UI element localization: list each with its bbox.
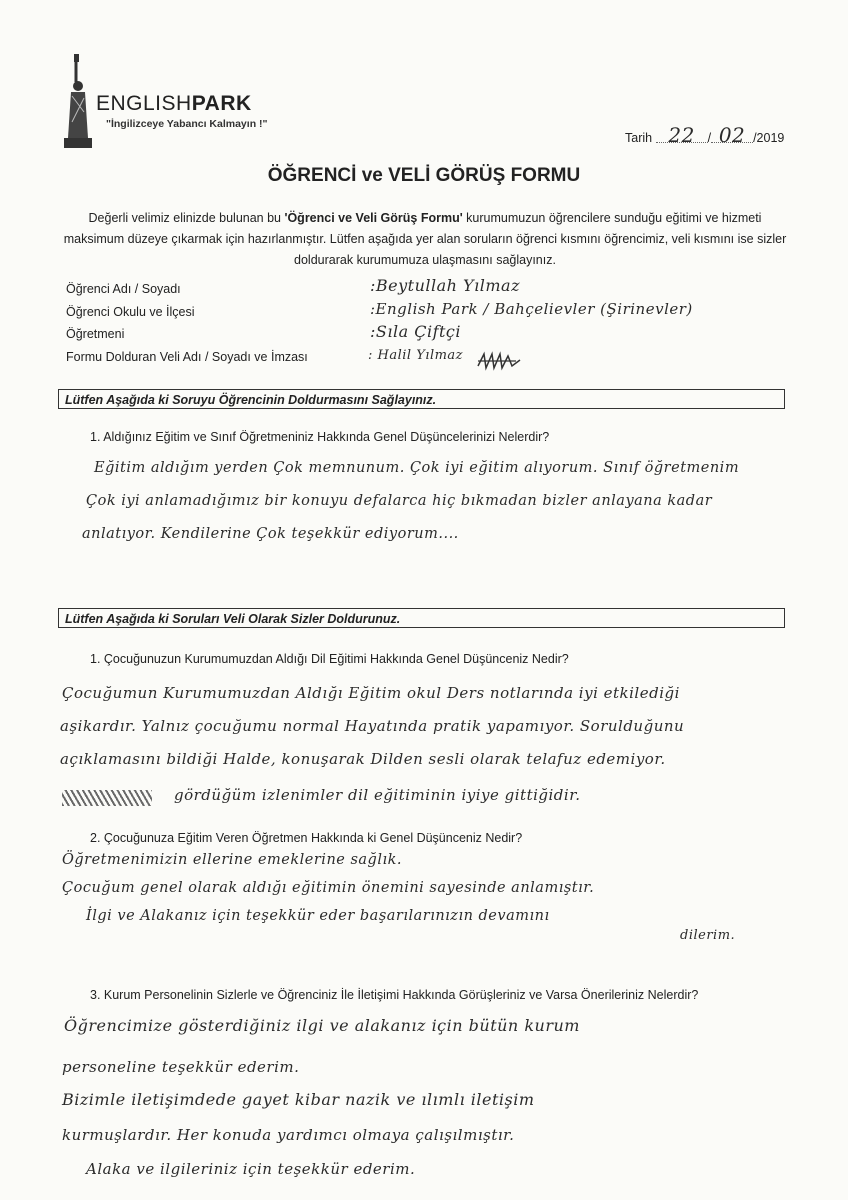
student-answer-line-3: anlatıyor. Kendilerine Çok teşekkür ediyorum.... — [82, 526, 459, 542]
parent-section-heading: Lütfen Aşağıda ki Soruları Veli Olarak Sizler Doldurunuz. — [58, 608, 785, 628]
student-question: 1. Aldığınız Eğitim ve Sınıf Öğretmeniniz Hakkında Genel Düşüncelerinizi Nelerdir? — [90, 430, 550, 444]
q3-answer-line-3: Bizimle iletişimdede gayet kibar nazik ve ılımlı iletişim — [62, 1090, 535, 1109]
statue-of-liberty-logo-icon — [58, 52, 98, 152]
date-year: /2019 — [753, 131, 785, 145]
student-answer-line-1: Eğitim aldığım yerden Çok memnunum. Çok iyi eğitim alıyorum. Sınıf öğretmenim — [94, 460, 740, 476]
student-school-label: Öğrenci Okulu ve İlçesi — [66, 305, 195, 319]
date-label: Tarih — [625, 131, 653, 145]
q1-answer-line-2: aşikardır. Yalnız çocuğumu normal Hayatında pratik yapamıyor. Sorulduğunu — [60, 717, 685, 735]
parent-name-value: : Halil Yılmaz — [368, 348, 464, 363]
q2-answer-line-4: dilerim. — [680, 928, 736, 943]
student-name-value: :Beytullah Yılmaz — [370, 276, 520, 295]
crossed-out-scribble — [62, 790, 152, 806]
student-answer-line-2: Çok iyi anlamadığımız bir konuyu defalarca hiç bıkmadan bizler anlayana kadar — [86, 493, 713, 509]
student-name-label: Öğrenci Adı / Soyadı — [66, 282, 181, 296]
teacher-value: :Sıla Çiftçi — [370, 322, 461, 341]
signature-scribble-icon — [476, 350, 522, 372]
brand-name: ENGLISHPARK — [96, 92, 252, 115]
q3-answer-line-2: personeline teşekkür ederim. — [62, 1058, 300, 1076]
q3-answer-line-5: Alaka ve ilgileriniz için teşekkür ederim. — [86, 1160, 416, 1178]
student-school-value: :English Park / Bahçelievler (Şirinevler) — [370, 300, 693, 318]
date-row: Tarih 22 / 02 /2019 — [625, 123, 785, 147]
q2-answer-line-2: Çocuğum genel olarak aldığı eğitimin önemini sayesinde anlamıştır. — [62, 880, 595, 896]
date-day: 22 — [656, 128, 708, 143]
brand-slogan: "İngilizceye Yabancı Kalmayın !" — [106, 118, 268, 130]
q1-answer-line-1: Çocuğumun Kurumumuzdan Aldığı Eğitim okul Ders notlarında iyi etkilediği — [62, 684, 680, 702]
q1-answer-line-4: gördüğüm izlenimler dil eğitiminin iyiye gittiğidir. — [174, 786, 581, 804]
q2-answer-line-3: İlgi ve Alakanız için teşekkür eder başarılarınızın devamını — [86, 908, 550, 924]
parent-name-label: Formu Dolduran Veli Adı / Soyadı ve İmzası — [66, 350, 308, 364]
parent-question-3: 3. Kurum Personelinin Sizlerle ve Öğrenciniz İle İletişimi Hakkında Görüşleriniz ve Varsa Önerileriniz Nelerdir? — [90, 988, 699, 1002]
date-month: 02 — [711, 128, 753, 143]
parent-question-2: 2. Çocuğunuza Eğitim Veren Öğretmen Hakkında ki Genel Düşünceniz Nedir? — [90, 831, 523, 845]
intro-paragraph: Değerli velimiz elinizde bulunan bu 'Öğrenci ve Veli Görüş Formu' kurumumuzun öğrencilere sunduğu eğitimi ve hizmeti maksimum düzeye çıkarmak için hazırlanmıştır. Lütfen aşağıda yer alan soruların öğrenci kısmını öğrencimiz, veli kısmını ise sizler doldurarak kurumumuza ulaşmasını sağlayınız. — [63, 211, 787, 267]
form-title: ÖĞRENCİ ve VELİ GÖRÜŞ FORMU — [267, 165, 581, 186]
student-section-heading: Lütfen Aşağıda ki Soruyu Öğrencinin Doldurmasını Sağlayınız. — [58, 389, 785, 409]
q2-answer-line-1: Öğretmenimizin ellerine emeklerine sağlık. — [62, 852, 403, 868]
teacher-label: Öğretmeni — [66, 327, 125, 341]
q3-answer-line-1: Öğrencimize gösterdiğiniz ilgi ve alakanız için bütün kurum — [64, 1016, 580, 1035]
parent-question-1: 1. Çocuğunuzun Kurumumuzdan Aldığı Dil Eğitimi Hakkında Genel Düşünceniz Nedir? — [90, 652, 569, 666]
q1-answer-line-3: açıklamasını bildiği Halde, konuşarak Dilden sesli olarak telafuz edemiyor. — [60, 750, 666, 768]
q3-answer-line-4: kurmuşlardır. Her konuda yardımcı olmaya çalışılmıştır. — [62, 1126, 515, 1144]
